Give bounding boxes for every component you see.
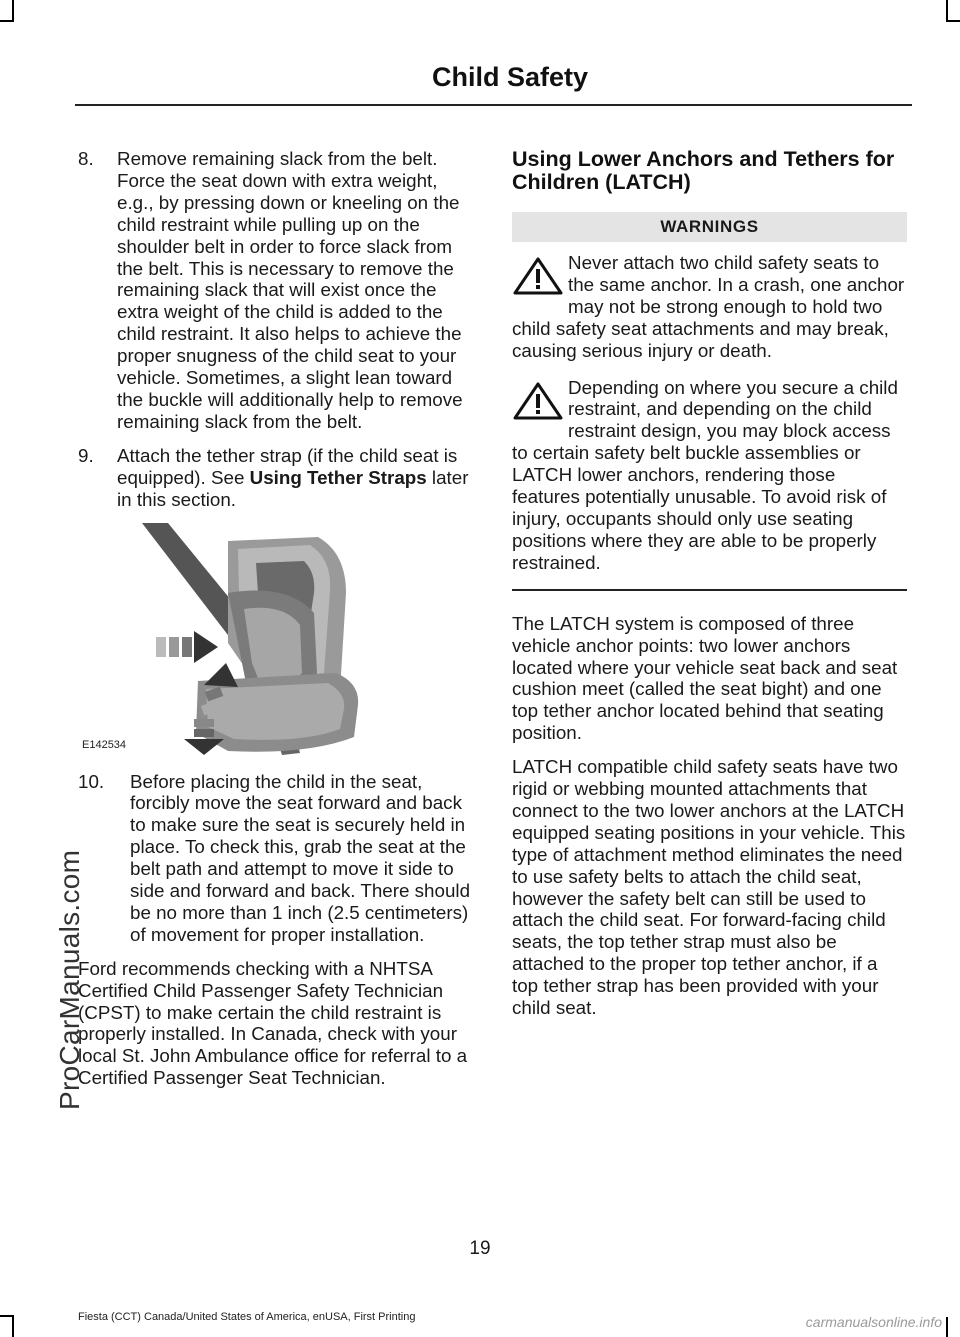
crop-mark [0, 20, 14, 22]
header-divider [75, 104, 912, 106]
list-number: 10. [78, 770, 105, 792]
warnings-heading: WARNINGS [512, 212, 907, 242]
list-text: later in this section. [117, 466, 469, 510]
list-text: Attach the tether strap (if the child seat is equipped). See [117, 444, 458, 488]
left-column [78, 148, 476, 1101]
warning-text: Depending on where you secure a child restraint, and depending on the child restraint design, you may block access to certain safety belt buckle assemblies or LATCH lower anchors, rendering those features potentially unusable. To avoid risk of injury, occupants should only use seating positions where they are able to be properly restrained. [512, 376, 898, 573]
right-column [512, 148, 907, 1031]
list-number: 8. [78, 148, 94, 169]
list-item-8 [78, 148, 476, 433]
list-item-9 [78, 445, 476, 511]
crop-mark [946, 0, 948, 20]
body-paragraph: Ford recommends checking with a NHTSA Certified Child Passenger Safety Technician (CPST) to make certain the child restraint is properly installed. In Canada, check with your local St. John Ambulance office for referral to a Certified Passenger Seat Technician. [78, 957, 468, 1089]
warning-triangle-icon [512, 381, 564, 421]
warning-2 [512, 377, 907, 574]
cross-reference-link[interactable]: Using Tether Straps [249, 466, 427, 488]
list-number: 9. [78, 444, 94, 466]
section-heading: Using Lower Anchors and Tethers for Children (LATCH) [512, 147, 895, 194]
child-seat-image [78, 523, 388, 755]
footer-text: Fiesta (CCT) Canada/United States of America, enUSA, First Printing [78, 1311, 416, 1323]
crop-mark [12, 0, 14, 20]
body-paragraph: The LATCH system is composed of three vehicle anchor points: two lower anchors located where your vehicle seat back and seat cushion meet (called the seat bight) and one top tether anchor located behind that seating position. [512, 612, 898, 744]
side-watermark: ProCarManuals.com [54, 849, 85, 1110]
warning-1 [512, 252, 907, 362]
crop-mark [946, 1317, 948, 1337]
child-seat-illustration [78, 523, 388, 755]
warning-text: Never attach two child safety seats to the same anchor. In a crash, one anchor may not be strong enough to hold two child safety seat attachments and may break, causing serious injury or death. [512, 252, 905, 361]
crop-mark [12, 1317, 14, 1337]
page-number: 19 [469, 1238, 491, 1259]
list-text: Remove remaining slack from the belt. Force the seat down with extra weight, e.g., by pressing down or kneeling on the child restraint while pulling up on the shoulder belt in order to force slack from the belt. This is necessary to remove the remaining slack that will exist once the extra weight of the child is added to the child restraint. It also helps to achieve the proper snugness of the child seat to your vehicle. Sometimes, a slight lean toward the buckle will additionally help to remove remaining slack from the belt. [117, 148, 463, 432]
figure-label: E142534 [82, 738, 127, 751]
crop-mark [946, 20, 960, 22]
footer-watermark: carmanualsonline.info [805, 1314, 942, 1330]
warnings-divider [512, 589, 907, 591]
list-text: Before placing the child in the seat, forcibly move the seat forward and back to make sure the seat is securely held in place. To check this, grab the seat at the belt path and attempt to move it side to side and forward and back. There should be no more than 1 inch (2.5 centimeters) of movement for proper installation. [130, 770, 471, 945]
warning-triangle-icon [512, 256, 564, 296]
list-item-10 [78, 771, 476, 946]
crop-mark [0, 1315, 14, 1317]
body-paragraph: LATCH compatible child safety seats have two rigid or webbing mounted attachments that connect to the two lower anchors at the LATCH equipped seating positions in your vehicle. This type of attachment method eliminates the need to use safety belts to attach the child seat, however the safety belt can still be used to attach the child seat. For forward-facing child seats, the top tether strap must also be attached to the proper top tether anchor, if a top tether strap has been provided with your child seat. [512, 756, 906, 1019]
page-title: Child Safety [431, 62, 588, 92]
